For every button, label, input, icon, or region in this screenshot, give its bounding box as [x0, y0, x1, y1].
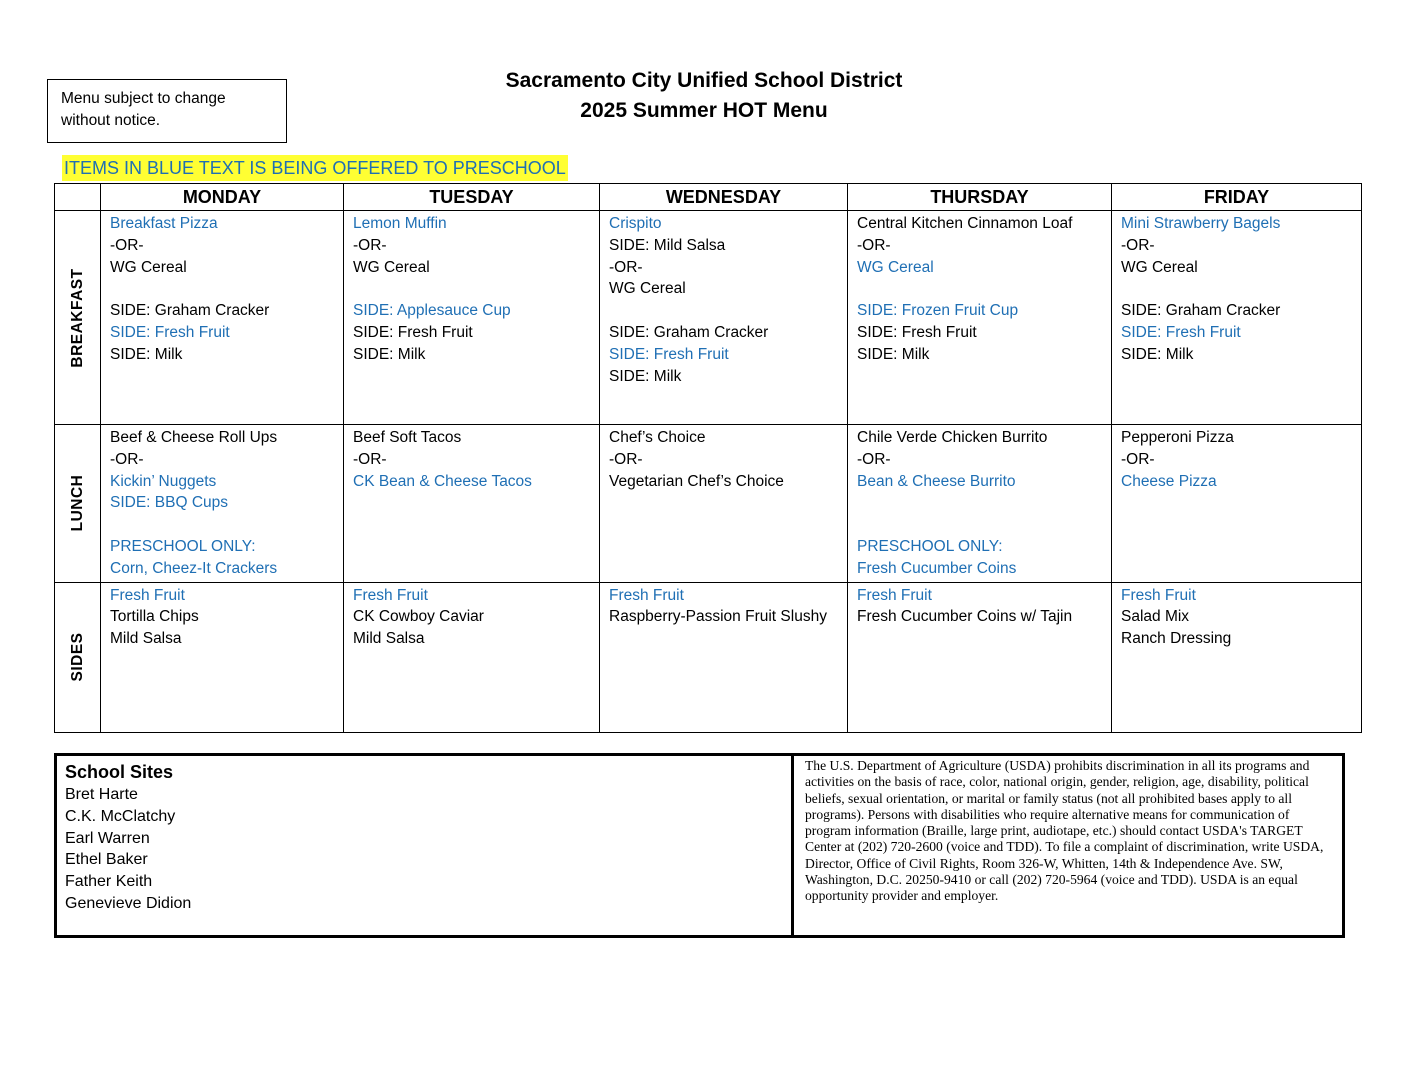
menu-item: SIDE: Frozen Fruit Cup — [857, 302, 1019, 320]
menu-item: -OR- — [857, 450, 891, 468]
row-label-cell — [55, 582, 101, 732]
menu-item: Breakfast Pizza — [110, 215, 218, 232]
menu-item: Raspberry-Passion Fruit Slushy — [609, 608, 827, 626]
menu-cell — [344, 211, 600, 425]
day-header-wednesday: WEDNESDAY — [600, 184, 848, 211]
corner-cell — [55, 184, 101, 211]
menu-cell — [848, 582, 1112, 732]
menu-item: Mild Salsa — [110, 630, 182, 648]
menu-item: SIDE: Fresh Fruit — [609, 345, 729, 363]
day-header-tuesday: TUESDAY — [344, 184, 600, 211]
menu-cell — [848, 425, 1112, 583]
menu-item: Crispito — [609, 215, 662, 232]
menu-cell — [600, 211, 848, 425]
menu-item: SIDE: Fresh Fruit — [353, 323, 473, 341]
menu-cell — [1112, 582, 1362, 732]
menu-item: Chile Verde Chicken Burrito — [857, 429, 1048, 446]
menu-item: Fresh Cucumber Coins w/ Tajin — [857, 608, 1073, 626]
menu-cell — [344, 582, 600, 732]
menu-item: -OR- — [1121, 450, 1155, 468]
day-header-thursday: THURSDAY — [848, 184, 1112, 211]
menu-item: Fresh Fruit — [1121, 586, 1196, 604]
menu-item: Mini Strawberry Bagels — [1121, 215, 1281, 232]
menu-cell — [1112, 425, 1362, 583]
menu-item: SIDE: Fresh Fruit — [110, 323, 230, 341]
menu-item: SIDE: BBQ Cups — [110, 494, 229, 512]
menu-cell — [101, 211, 344, 425]
menu-item: -OR- — [609, 258, 643, 276]
menu-item — [353, 278, 590, 300]
row-label-cell — [55, 425, 101, 583]
menu-item: Fresh Fruit — [857, 586, 932, 604]
menu-item: Bean & Cheese Burrito — [857, 472, 1016, 490]
menu-item — [1121, 278, 1352, 300]
menu-item: SIDE: Graham Cracker — [609, 323, 769, 341]
meal-label: LUNCH — [68, 474, 86, 532]
school-site-item: Ethel Baker — [65, 851, 148, 869]
menu-cell — [101, 425, 344, 583]
menu-item: Lemon Muffin — [353, 215, 447, 232]
menu-item: WG Cereal — [1121, 258, 1198, 276]
menu-item: -OR- — [1121, 236, 1155, 254]
menu-item: PRESCHOOL ONLY: — [110, 537, 256, 555]
menu-item: Central Kitchen Cinnamon Loaf — [857, 215, 1073, 232]
menu-item: Vegetarian Chef’s Choice — [609, 472, 784, 490]
menu-item — [110, 278, 334, 300]
menu-item: SIDE: Graham Cracker — [1121, 302, 1281, 320]
school-site-item: Bret Harte — [65, 786, 138, 803]
school-site-item: Genevieve Didion — [65, 894, 192, 912]
menu-cell — [600, 425, 848, 583]
menu-item: Tortilla Chips — [110, 608, 199, 626]
preschool-legend: ITEMS IN BLUE TEXT IS BEING OFFERED TO PRESCHOOL — [62, 155, 568, 181]
menu-item: PRESCHOOL ONLY: — [857, 537, 1003, 555]
menu-item — [857, 514, 1102, 536]
menu-item: SIDE: Milk — [353, 345, 426, 363]
menu-cell — [848, 211, 1112, 425]
menu-item: Salad Mix — [1121, 608, 1190, 626]
menu-item: -OR- — [857, 236, 891, 254]
menu-cell — [344, 425, 600, 583]
menu-item: WG Cereal — [609, 280, 686, 298]
menu-item: -OR- — [353, 236, 387, 254]
menu-item: SIDE: Milk — [110, 345, 183, 363]
day-header-row — [55, 184, 1362, 211]
meal-label: SIDES — [68, 632, 86, 682]
menu-item: -OR- — [110, 236, 144, 254]
menu-table — [54, 183, 1362, 733]
menu-item — [110, 514, 334, 536]
menu-item: -OR- — [609, 450, 643, 468]
menu-title: 2025 Summer HOT Menu — [580, 99, 828, 122]
row-label-cell — [55, 211, 101, 425]
menu-item: Fresh Cucumber Coins — [857, 559, 1017, 577]
page-title — [404, 66, 1004, 126]
menu-item: CK Cowboy Caviar — [353, 608, 484, 626]
menu-row-breakfast — [55, 211, 1362, 425]
menu-item: WG Cereal — [110, 258, 187, 276]
school-site-item: Father Keith — [65, 873, 153, 891]
menu-item: Fresh Fruit — [353, 586, 428, 604]
menu-item: -OR- — [110, 450, 144, 468]
district-title: Sacramento City Unified School District — [505, 69, 903, 92]
menu-item: Pepperoni Pizza — [1121, 429, 1234, 446]
menu-item: SIDE: Milk — [609, 367, 682, 385]
menu-item — [609, 300, 838, 322]
menu-item: Beef Soft Tacos — [353, 429, 462, 446]
day-header-monday: MONDAY — [101, 184, 344, 211]
menu-row-lunch — [55, 425, 1362, 583]
menu-item: Mild Salsa — [353, 630, 425, 648]
menu-cell — [1112, 211, 1362, 425]
menu-item: SIDE: Mild Salsa — [609, 236, 726, 254]
menu-item: SIDE: Milk — [857, 345, 930, 363]
usda-nondiscrimination-statement: The U.S. Department of Agriculture (USDA) prohibits discrimination in all its programs and activities on the basis of race, color, national origin, gender, religion, age, disability, political beliefs, sexual orientation, or marital or family status (not all prohibited bases apply to all programs). Persons with disabilities who require alternative means for communication of program information (Braille, large print, audiotape, etc.) should contact USDA's TARGET Center at (202) 720-2600 (voice and TDD). To file a complaint of discrimination, write USDA, Director, Office of Civil Rights, Room 326-W, Whitten, 14th & Independence Ave. SW, Washington, D.C. 20250-9410 or call (202) 720-5964 (voice and TDD). USDA is an equal opportunity provider and employer. — [805, 758, 1324, 904]
menu-row-sides — [55, 582, 1362, 732]
meal-label: BREAKFAST — [68, 267, 86, 368]
menu-change-notice: Menu subject to change without notice. — [47, 79, 287, 143]
menu-item: SIDE: Graham Cracker — [110, 302, 270, 320]
school-site-item: Earl Warren — [65, 829, 150, 847]
footer-box — [54, 753, 1345, 938]
menu-item: Corn, Cheez-It Crackers — [110, 559, 278, 577]
menu-item: CK Bean & Cheese Tacos — [353, 472, 532, 490]
menu-cell — [101, 582, 344, 732]
menu-item: WG Cereal — [353, 258, 430, 276]
day-header-friday: FRIDAY — [1112, 184, 1362, 211]
menu-item: SIDE: Applesauce Cup — [353, 302, 511, 320]
menu-item: SIDE: Fresh Fruit — [1121, 323, 1241, 341]
menu-cell — [600, 582, 848, 732]
menu-item: WG Cereal — [857, 258, 934, 276]
menu-item: Fresh Fruit — [110, 586, 185, 604]
menu-item: Chef’s Choice — [609, 429, 706, 446]
school-sites-list — [65, 784, 783, 915]
school-sites-heading: School Sites — [65, 762, 174, 782]
menu-item: SIDE: Fresh Fruit — [857, 323, 977, 341]
menu-item: Kickin’ Nuggets — [110, 472, 217, 490]
menu-item — [857, 492, 1102, 514]
menu-item: Cheese Pizza — [1121, 472, 1217, 490]
menu-item: Beef & Cheese Roll Ups — [110, 429, 278, 446]
school-site-item: C.K. McClatchy — [65, 807, 176, 825]
school-sites-panel — [57, 756, 794, 935]
menu-item: Fresh Fruit — [609, 586, 684, 604]
menu-item — [857, 278, 1102, 300]
menu-item: Ranch Dressing — [1121, 630, 1232, 648]
menu-item: -OR- — [353, 450, 387, 468]
menu-item: SIDE: Milk — [1121, 345, 1194, 363]
